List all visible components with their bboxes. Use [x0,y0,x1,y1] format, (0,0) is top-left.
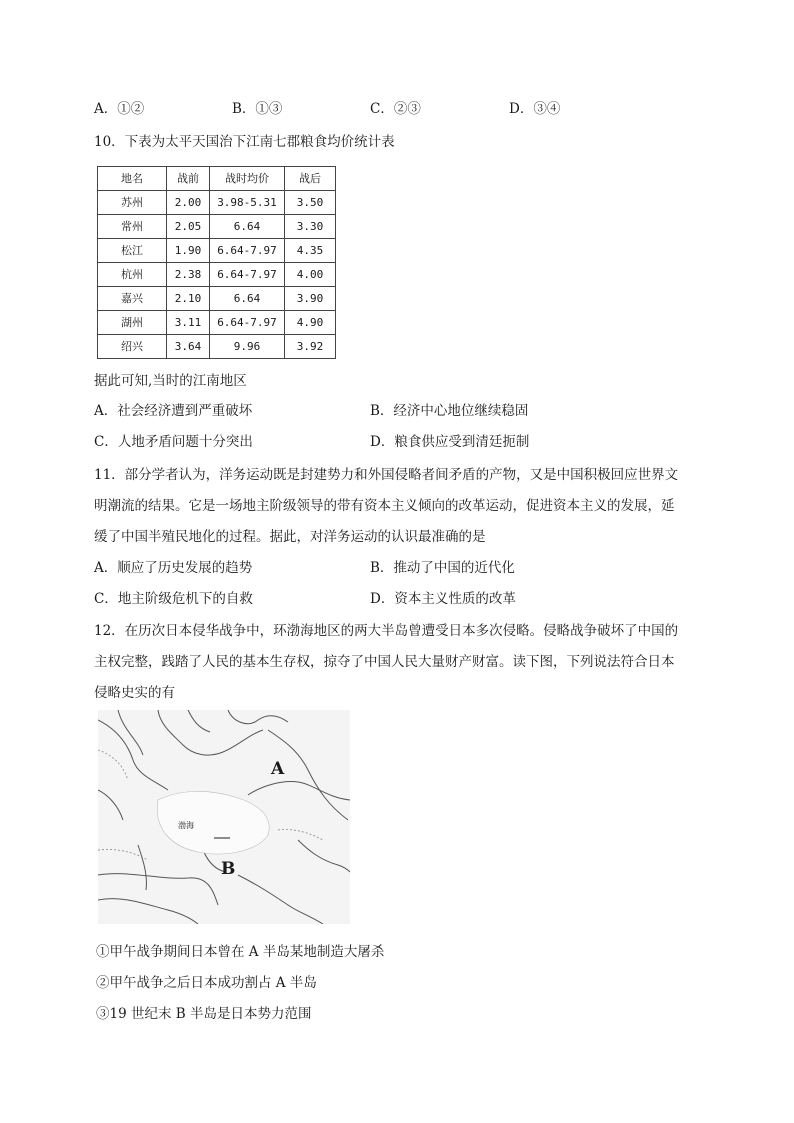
table-cell: 6.64 [210,287,285,311]
q11-options-row2 [94,593,694,611]
table-row [98,215,336,239]
table-cell: 湖州 [98,311,167,335]
table-cell: 3.90 [285,287,336,311]
table-header: 地名 [98,167,167,191]
table-cell: 杭州 [98,263,167,287]
table-row [98,263,336,287]
map-label-a: A [271,759,285,779]
q12-line: 主权完整，践踏了人民的基本生存权，掠夺了中国人民大量财产财富。读下图，下列说法符合日本 [94,654,675,670]
q9-option-d[interactable]: D．③④ [509,101,561,117]
bohai-map [98,710,350,924]
q11-line: 明潮流的结果。它是一场地主阶级领导的带有资本主义倾向的改革运动，促进资本主义的发展，延 [94,498,675,514]
q12-statement-1[interactable]: ①甲午战争期间日本曾在 A 半岛某地制造大屠杀 [96,944,385,960]
q11-option-a[interactable]: A．顺应了历史发展的趋势 [94,560,253,576]
table-cell: 4.00 [285,263,336,287]
map-label-sea: 渤海 [178,821,194,830]
table-cell: 2.38 [167,263,210,287]
q12-statement-2[interactable]: ②甲午战争之后日本成功割占 A 半岛 [96,975,317,991]
table-cell: 1.90 [167,239,210,263]
q11-line: 缓了中国半殖民地化的过程。据此，对洋务运动的认识最准确的是 [94,529,486,545]
q11-option-d[interactable]: D．资本主义性质的改革 [370,591,516,607]
table-cell: 2.05 [167,215,210,239]
q10-options-row2 [94,436,694,454]
q10-option-d[interactable]: D．粮食供应受到清廷扼制 [370,434,530,450]
table-cell: 嘉兴 [98,287,167,311]
grain-price-table [97,166,336,359]
q9-options [94,103,654,121]
table-cell: 苏州 [98,191,167,215]
table-cell: 松江 [98,239,167,263]
table-cell: 3.50 [285,191,336,215]
q10-option-a[interactable]: A．社会经济遭到严重破坏 [94,403,253,419]
table-cell: 6.64-7.97 [210,263,285,287]
q10-option-c[interactable]: C．人地矛盾问题十分突出 [94,434,253,450]
table-cell: 2.00 [167,191,210,215]
table-header: 战前 [167,167,210,191]
q10-question: 据此可知,当时的江南地区 [94,373,247,389]
table-cell: 9.96 [210,335,285,359]
q11-option-b[interactable]: B．推动了中国的近代化 [370,560,515,576]
table-row [98,239,336,263]
table-cell: 4.90 [285,311,336,335]
table-header: 战时均价 [210,167,285,191]
q12-line: 12．在历次日本侵华战争中，环渤海地区的两大半岛曾遭受日本多次侵略。侵略战争破坏了中国的 [94,623,679,639]
table-cell: 绍兴 [98,335,167,359]
table-row [98,335,336,359]
q12-statement-3[interactable]: ③19 世纪末 B 半岛是日本势力范围 [96,1006,312,1022]
table-cell: 常州 [98,215,167,239]
table-cell: 3.98-5.31 [210,191,285,215]
table-cell: 3.64 [167,335,210,359]
table-cell: 2.10 [167,287,210,311]
map-drawing [98,710,350,924]
q10-stem: 10．下表为太平天国治下江南七郡粮食均价统计表 [94,134,395,150]
table-row [98,311,336,335]
table-row [98,191,336,215]
table-header: 战后 [285,167,336,191]
q9-option-c[interactable]: C．②③ [370,101,421,117]
q11-stem [94,469,698,562]
q11-line: 11．部分学者认为，洋务运动既是封建势力和外国侵略者间矛盾的产物，又是中国积极回应世界文 [94,467,679,483]
q9-option-b[interactable]: B．①③ [232,101,283,117]
table-header-row [98,167,336,191]
map-label-b: B [221,859,236,879]
q12-line: 侵略史实的有 [94,685,175,701]
q11-options-row1 [94,562,694,580]
q11-option-c[interactable]: C．地主阶级危机下的自救 [94,591,253,607]
table-row [98,287,336,311]
table-cell: 4.35 [285,239,336,263]
table-cell: 3.92 [285,335,336,359]
table-cell: 6.64-7.97 [210,311,285,335]
q12-stem [94,625,698,718]
table-cell: 6.64-7.97 [210,239,285,263]
table-cell: 6.64 [210,215,285,239]
table-cell: 3.11 [167,311,210,335]
q10-options-row1 [94,405,694,423]
table-cell: 3.30 [285,215,336,239]
q10-option-b[interactable]: B．经济中心地位继续稳固 [370,403,529,419]
q9-option-a[interactable]: A．①② [94,101,145,117]
